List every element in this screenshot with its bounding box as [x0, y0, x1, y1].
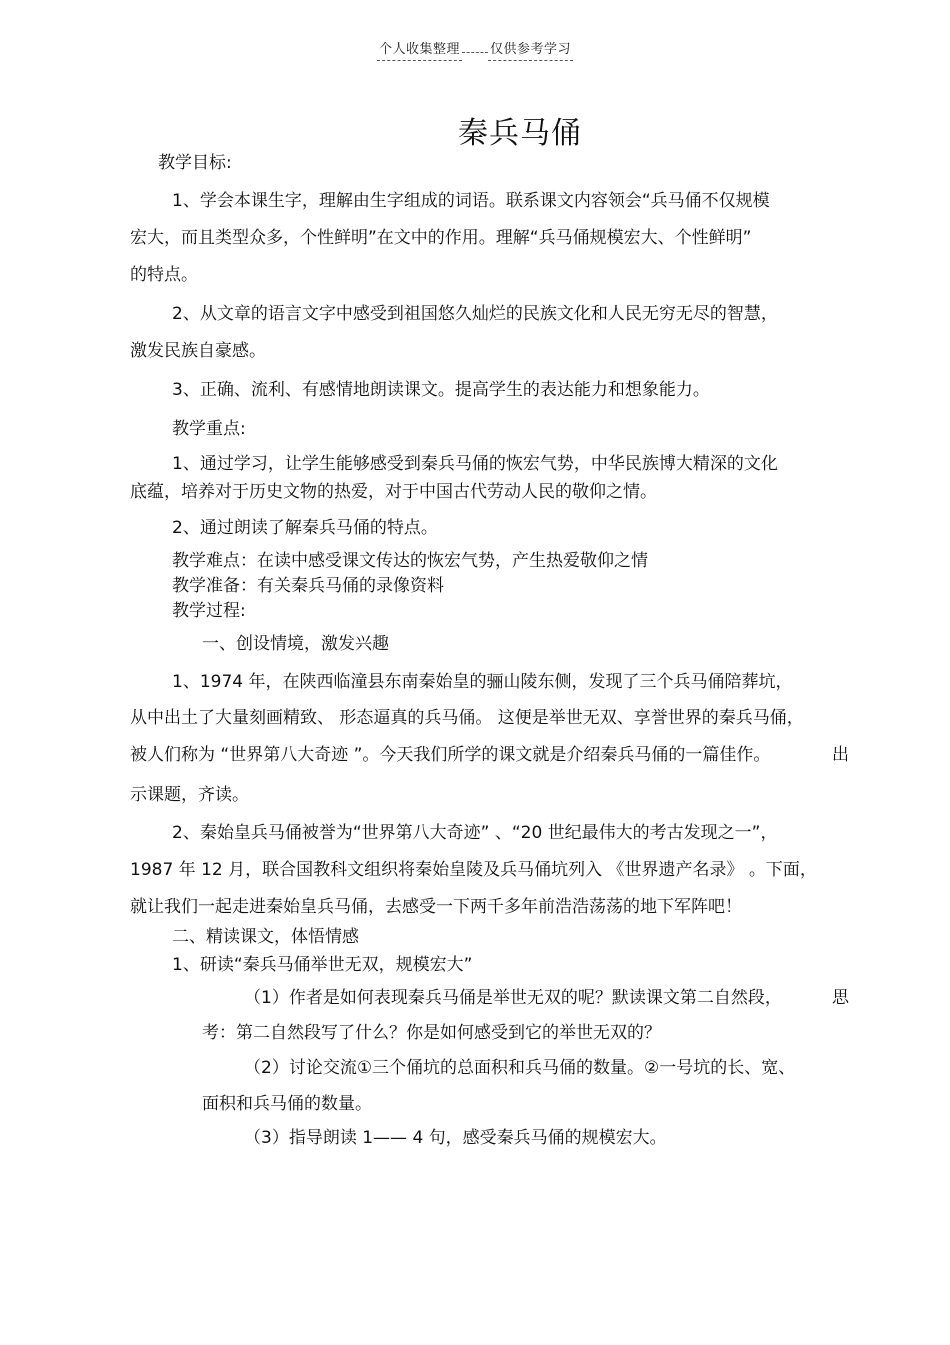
goal-1-line-2: 宏大，而且类型众多，个性鲜明”在文中的作用。理解“兵马俑规模宏大、个性鲜明”	[130, 228, 752, 248]
goal-1-line-3: 的特点。	[130, 265, 198, 285]
key-point-1-line-2: 底蕴，培养对于历史文物的热爱，对于中国古代劳动人民的敬仰之情。	[130, 482, 657, 502]
header-divider	[462, 49, 488, 53]
key-point-1-line-1: 1、通过学习，让学生能够感受到秦兵马俑的恢宏气势，中华民族博大精深的文化	[172, 454, 778, 474]
header-left-text: 个人收集整理	[377, 38, 462, 61]
paragraph-1-line-3: 被人们称为 “世界第八大奇迹 ”。今天我们所学的课文就是介绍秦兵马俑的一篇佳作。	[130, 745, 771, 765]
section-2-heading: 二、精读课文，体悟情感	[172, 927, 359, 947]
section-1-heading: 一、创设情境，激发兴趣	[202, 634, 389, 654]
paragraph-1-line-3-end: 出	[832, 745, 849, 765]
teaching-process-heading: 教学过程:	[172, 601, 246, 621]
goal-2-line-2: 激发民族自豪感。	[130, 341, 266, 361]
question-1-line-2: 考：第二自然段写了什么？你是如何感受到它的举世无双的？	[202, 1023, 661, 1043]
document-title: 秦兵马俑	[458, 116, 582, 151]
goal-2-line-1: 2、从文章的语言文字中感受到祖国悠久灿烂的民族文化和人民无穷无尽的智慧，	[172, 304, 778, 324]
paragraph-1-line-1: 1、1974 年，在陕西临潼县东南秦始皇的骊山陵东侧，发现了三个兵马俑陪葬坑，	[172, 672, 793, 692]
paragraph-1-line-4: 示课题，齐读。	[130, 785, 249, 805]
page-header	[0, 38, 950, 61]
question-2-line-1: （2）讨论交流①三个俑坑的总面积和兵马俑的数量。②一号坑的长、宽、	[244, 1058, 796, 1078]
goal-1-line-1: 1、学会本课生字，理解由生字组成的词语。联系课文内容领会“兵马俑不仅规模	[172, 191, 770, 211]
question-2-line-2: 面积和兵马俑的数量。	[202, 1094, 372, 1114]
paragraph-2-line-3: 就让我们一起走进秦始皇兵马俑，去感受一下两千多年前浩浩荡荡的地下军阵吧！	[130, 897, 742, 917]
goals-heading: 教学目标:	[158, 153, 232, 173]
teaching-difficulty: 教学难点：在读中感受课文传达的恢宏气势，产生热爱敬仰之情	[172, 551, 648, 571]
paragraph-2-line-1: 2、秦始皇兵马俑被誉为“世界第八大奇迹” 、“20 世纪最伟大的考古发现之一”，	[172, 823, 778, 843]
header-right-text: 仅供参考学习	[488, 38, 573, 61]
key-points-heading: 教学重点:	[172, 419, 246, 439]
question-3: （3）指导朗读 1—— 4 句，感受秦兵马俑的规模宏大。	[244, 1128, 667, 1148]
goal-3: 3、正确、流利、有感情地朗读课文。提高学生的表达能力和想象能力。	[172, 380, 710, 400]
key-point-2: 2、通过朗读了解秦兵马俑的特点。	[172, 518, 438, 538]
question-1-line-1: （1）作者是如何表现秦兵马俑是举世无双的呢？默读课文第二自然段，	[244, 988, 782, 1008]
paragraph-2-line-2: 1987 年 12 月，联合国教科文组织将秦始皇陵及兵马俑坑列入 《世界遗产名录》 。下面，	[130, 860, 817, 880]
question-1-line-1-end: 思	[832, 988, 849, 1008]
reading-1-heading: 1、研读“秦兵马俑举世无双，规模宏大”	[172, 955, 473, 975]
teaching-preparation: 教学准备：有关秦兵马俑的录像资料	[172, 576, 444, 596]
paragraph-1-line-2: 从中出土了大量刻画精致、 形态逼真的兵马俑。 这便是举世无双、享誉世界的秦兵马俑，	[130, 708, 804, 728]
